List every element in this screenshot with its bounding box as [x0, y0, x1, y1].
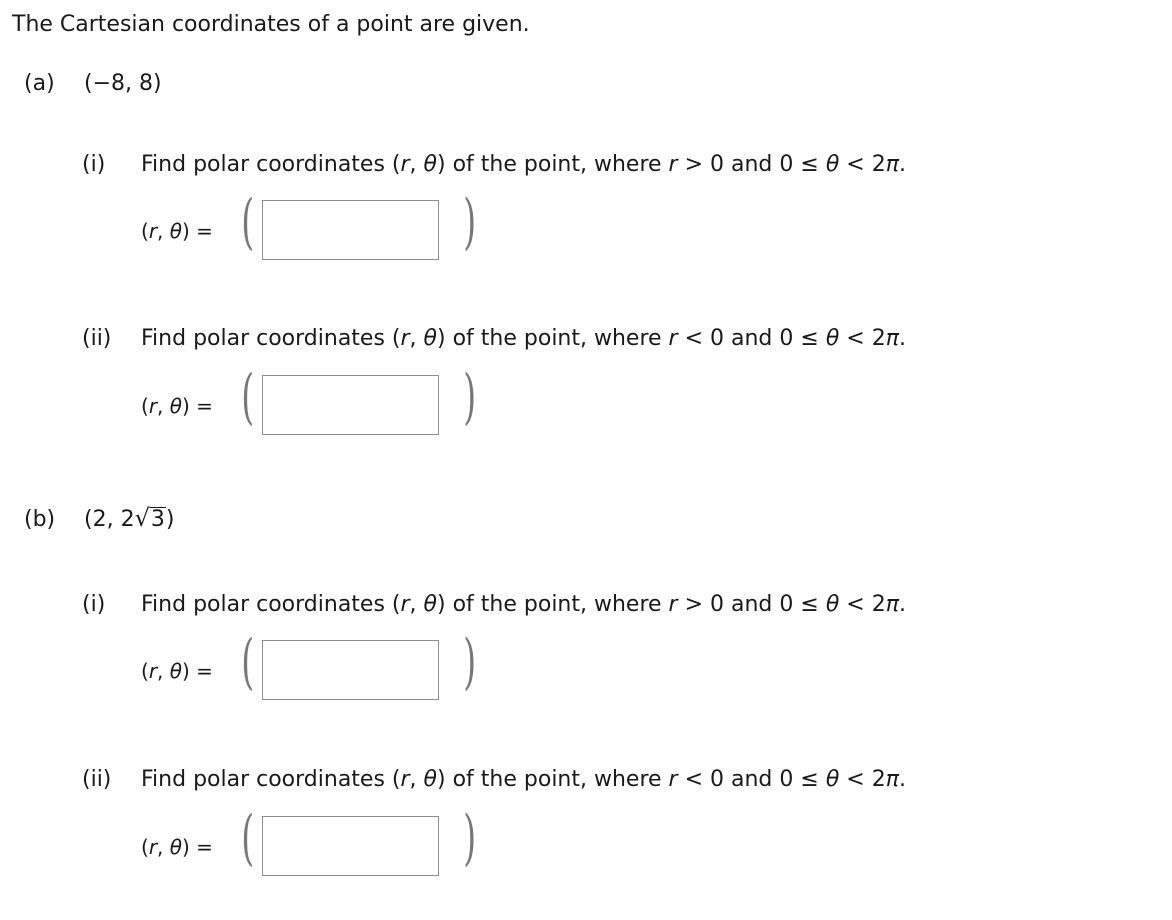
r-variable: r — [400, 592, 410, 617]
prompt-text: Find polar coordinates ( — [141, 326, 401, 351]
left-paren: ( — [241, 187, 255, 257]
part-b-i-answer-row — [0, 627, 600, 704]
part-b-i-label: (i) — [82, 592, 106, 617]
theta-variable: θ — [169, 659, 183, 683]
prompt-text: ) of the point, where — [437, 326, 669, 351]
condition-text: < 2 — [839, 592, 886, 617]
theta-variable: θ — [423, 592, 438, 617]
pi-symbol: π — [885, 152, 899, 177]
part-b-point-prefix: (2, 2 — [84, 507, 135, 532]
r-variable: r — [400, 767, 410, 792]
prompt-period: . — [898, 326, 906, 351]
part-b-header — [24, 504, 174, 532]
answer-input-a-ii[interactable] — [262, 375, 439, 435]
condition-text: < 0 and 0 ≤ — [677, 767, 826, 792]
right-paren: ) — [463, 362, 477, 432]
r-variable: r — [148, 659, 158, 683]
r-variable: r — [148, 394, 158, 418]
r-variable: r — [400, 326, 410, 351]
pi-symbol: π — [885, 326, 899, 351]
part-b-ii-label: (ii) — [82, 767, 112, 792]
part-a-header — [24, 71, 162, 96]
part-a-i-label: (i) — [82, 152, 106, 177]
part-b-ii-answer-row — [0, 803, 600, 880]
prompt-text: Find polar coordinates ( — [141, 767, 401, 792]
prompt-period: . — [898, 592, 906, 617]
prompt-text: ) of the point, where — [437, 592, 669, 617]
part-a-i-prompt — [82, 152, 906, 177]
prompt-comma: , — [409, 592, 424, 617]
answer-input-b-i[interactable] — [262, 640, 439, 700]
prompt-text: ) of the point, where — [437, 152, 669, 177]
label-equals: ) = — [182, 835, 213, 859]
r-variable: r — [148, 835, 158, 859]
r-variable: r — [400, 152, 410, 177]
prompt-comma: , — [409, 152, 424, 177]
label-equals: ) = — [182, 659, 213, 683]
condition-text: < 2 — [839, 326, 886, 351]
condition-text: < 2 — [839, 767, 886, 792]
part-b-ii-prompt — [82, 767, 906, 792]
prompt-comma: , — [409, 767, 424, 792]
left-paren: ( — [241, 803, 255, 873]
r-variable: r — [668, 326, 678, 351]
pi-symbol: π — [885, 767, 899, 792]
part-a-ii-prompt — [82, 326, 906, 351]
theta-variable: θ — [423, 767, 438, 792]
theta-variable: θ — [169, 394, 183, 418]
prompt-text: Find polar coordinates ( — [141, 592, 401, 617]
condition-text: > 0 and 0 ≤ — [677, 592, 826, 617]
label-comma: , — [157, 219, 170, 243]
answer-label — [141, 659, 213, 683]
r-variable: r — [148, 219, 158, 243]
answer-input-a-i[interactable] — [262, 200, 439, 260]
theta-variable: θ — [825, 152, 840, 177]
theta-variable: θ — [423, 326, 438, 351]
sqrt-expression — [135, 504, 166, 532]
question-intro: The Cartesian coordinates of a point are given. — [12, 12, 530, 37]
theta-variable: θ — [825, 592, 840, 617]
right-paren: ) — [463, 803, 477, 873]
label-comma: , — [157, 394, 170, 418]
part-a-point: (−8, 8) — [84, 71, 162, 96]
r-variable: r — [668, 767, 678, 792]
r-variable: r — [668, 592, 678, 617]
part-a-label: (a) — [24, 71, 55, 96]
answer-label — [141, 394, 213, 418]
label-equals: ) = — [182, 394, 213, 418]
label-equals: ) = — [182, 219, 213, 243]
answer-input-b-ii[interactable] — [262, 816, 439, 876]
right-paren: ) — [463, 627, 477, 697]
part-a-ii-label: (ii) — [82, 326, 112, 351]
right-paren: ) — [463, 187, 477, 257]
sqrt-argument: 3 — [150, 507, 165, 532]
part-a-ii-answer-row — [0, 362, 600, 439]
condition-text: > 0 and 0 ≤ — [677, 152, 826, 177]
condition-text: < 0 and 0 ≤ — [677, 326, 826, 351]
left-paren: ( — [241, 627, 255, 697]
prompt-period: . — [898, 152, 906, 177]
pi-symbol: π — [885, 592, 899, 617]
part-b-point-suffix: ) — [165, 507, 175, 532]
theta-variable: θ — [169, 835, 183, 859]
left-paren: ( — [241, 362, 255, 432]
theta-variable: θ — [423, 152, 438, 177]
label-open-paren: ( — [141, 394, 149, 418]
condition-text: < 2 — [839, 152, 886, 177]
part-a-i-answer-row — [0, 187, 600, 264]
theta-variable: θ — [825, 326, 840, 351]
label-open-paren: ( — [141, 835, 149, 859]
part-b-i-prompt — [82, 592, 906, 617]
prompt-comma: , — [409, 326, 424, 351]
label-comma: , — [157, 835, 170, 859]
part-b-label: (b) — [24, 507, 56, 532]
r-variable: r — [668, 152, 678, 177]
theta-variable: θ — [825, 767, 840, 792]
prompt-text: Find polar coordinates ( — [141, 152, 401, 177]
sqrt-symbol: √ — [134, 504, 150, 532]
answer-label — [141, 835, 213, 859]
answer-label — [141, 219, 213, 243]
theta-variable: θ — [169, 219, 183, 243]
label-comma: , — [157, 659, 170, 683]
label-open-paren: ( — [141, 659, 149, 683]
prompt-period: . — [898, 767, 906, 792]
label-open-paren: ( — [141, 219, 149, 243]
prompt-text: ) of the point, where — [437, 767, 669, 792]
